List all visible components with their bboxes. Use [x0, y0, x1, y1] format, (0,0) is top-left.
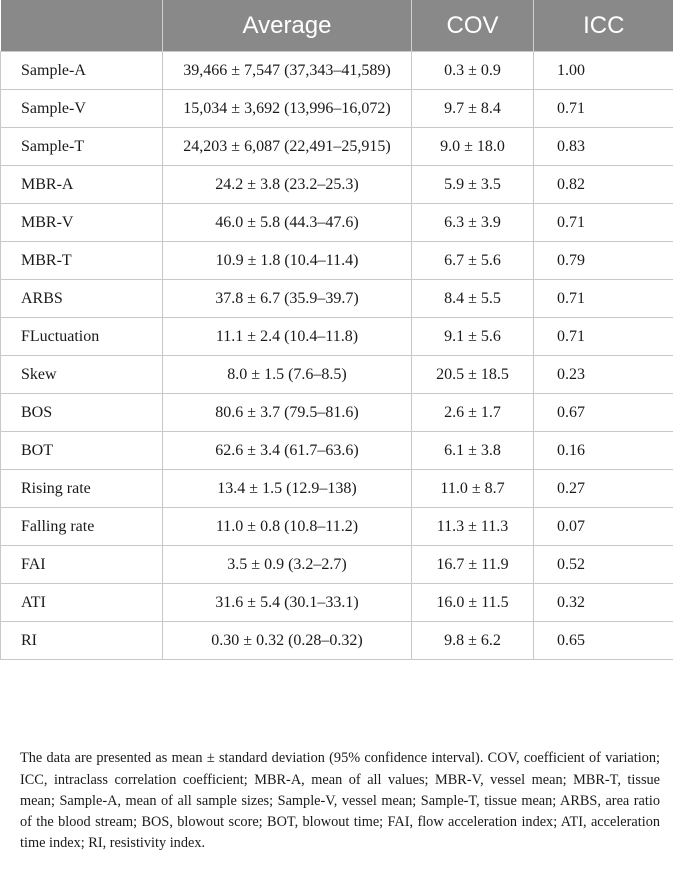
row-name-cell: Falling rate: [1, 508, 163, 546]
average-cell: 11.1 ± 2.4 (10.4–11.8): [163, 318, 412, 356]
row-name-cell: Sample-A: [1, 52, 163, 90]
table-row: [1, 166, 673, 204]
icc-cell: 0.71: [534, 204, 673, 242]
table-row: [1, 432, 673, 470]
average-cell: 11.0 ± 0.8 (10.8–11.2): [163, 508, 412, 546]
average-cell: 0.30 ± 0.32 (0.28–0.32): [163, 622, 412, 660]
cov-cell: 0.3 ± 0.9: [412, 52, 534, 90]
table-row: [1, 90, 673, 128]
average-cell: 15,034 ± 3,692 (13,996–16,072): [163, 90, 412, 128]
header-row: [1, 0, 673, 52]
header-cell-average: Average: [163, 0, 412, 52]
table-header: [1, 0, 673, 52]
cov-cell: 9.8 ± 6.2: [412, 622, 534, 660]
cov-cell: 11.0 ± 8.7: [412, 470, 534, 508]
icc-cell: 0.65: [534, 622, 673, 660]
header-cell-icc: ICC: [534, 0, 673, 52]
cov-cell: 9.0 ± 18.0: [412, 128, 534, 166]
row-name-cell: Sample-T: [1, 128, 163, 166]
cov-cell: 9.7 ± 8.4: [412, 90, 534, 128]
table-row: [1, 622, 673, 660]
icc-cell: 0.27: [534, 470, 673, 508]
row-name-cell: Rising rate: [1, 470, 163, 508]
average-cell: 39,466 ± 7,547 (37,343–41,589): [163, 52, 412, 90]
table-row: [1, 356, 673, 394]
cov-cell: 8.4 ± 5.5: [412, 280, 534, 318]
row-name-cell: ARBS: [1, 280, 163, 318]
table-body: [1, 52, 673, 660]
icc-cell: 0.71: [534, 90, 673, 128]
cov-cell: 2.6 ± 1.7: [412, 394, 534, 432]
table-row: [1, 584, 673, 622]
row-name-cell: MBR-V: [1, 204, 163, 242]
row-name-cell: MBR-A: [1, 166, 163, 204]
row-name-cell: ATI: [1, 584, 163, 622]
average-cell: 8.0 ± 1.5 (7.6–8.5): [163, 356, 412, 394]
row-name-cell: FLuctuation: [1, 318, 163, 356]
cov-cell: 6.1 ± 3.8: [412, 432, 534, 470]
row-name-cell: FAI: [1, 546, 163, 584]
average-cell: 46.0 ± 5.8 (44.3–47.6): [163, 204, 412, 242]
icc-cell: 0.16: [534, 432, 673, 470]
icc-cell: 0.52: [534, 546, 673, 584]
table-footnote: The data are presented as mean ± standard deviation (95% confidence interval). COV, coefficient of variation; ICC, intraclass correlation coefficient; MBR-A, mean of all values; MBR-V, vessel mean; MBR-T, tissue mean; Sample-A, mean of all sample sizes; Sample-V, vessel mean; Sample-T, tissue mean; ARBS, area ratio of the blood stream; BOS, blowout score; BOT, blowout time; FAI, flow acceleration index; ATI, acceleration time index; RI, resistivity index.: [20, 750, 660, 852]
cov-cell: 6.7 ± 5.6: [412, 242, 534, 280]
table-row: [1, 470, 673, 508]
cov-cell: 5.9 ± 3.5: [412, 166, 534, 204]
average-cell: 62.6 ± 3.4 (61.7–63.6): [163, 432, 412, 470]
icc-cell: 0.71: [534, 318, 673, 356]
row-name-cell: RI: [1, 622, 163, 660]
icc-cell: 0.23: [534, 356, 673, 394]
row-name-cell: BOS: [1, 394, 163, 432]
cov-cell: 16.7 ± 11.9: [412, 546, 534, 584]
icc-cell: 0.83: [534, 128, 673, 166]
table-row: [1, 204, 673, 242]
table-row: [1, 546, 673, 584]
table-row: [1, 128, 673, 166]
table-row: [1, 394, 673, 432]
average-cell: 80.6 ± 3.7 (79.5–81.6): [163, 394, 412, 432]
icc-cell: 0.67: [534, 394, 673, 432]
icc-cell: 0.79: [534, 242, 673, 280]
header-cell-cov: COV: [412, 0, 534, 52]
row-name-cell: Skew: [1, 356, 163, 394]
average-cell: 3.5 ± 0.9 (3.2–2.7): [163, 546, 412, 584]
row-name-cell: MBR-T: [1, 242, 163, 280]
cov-cell: 9.1 ± 5.6: [412, 318, 534, 356]
table-row: [1, 52, 673, 90]
average-cell: 24,203 ± 6,087 (22,491–25,915): [163, 128, 412, 166]
table-row: [1, 242, 673, 280]
icc-cell: 0.32: [534, 584, 673, 622]
cov-cell: 20.5 ± 18.5: [412, 356, 534, 394]
cov-cell: 6.3 ± 3.9: [412, 204, 534, 242]
average-cell: 13.4 ± 1.5 (12.9–138): [163, 470, 412, 508]
average-cell: 24.2 ± 3.8 (23.2–25.3): [163, 166, 412, 204]
average-cell: 37.8 ± 6.7 (35.9–39.7): [163, 280, 412, 318]
cov-cell: 11.3 ± 11.3: [412, 508, 534, 546]
icc-cell: 1.00: [534, 52, 673, 90]
table-row: [1, 508, 673, 546]
row-name-cell: Sample-V: [1, 90, 163, 128]
icc-cell: 0.07: [534, 508, 673, 546]
table-row: [1, 280, 673, 318]
row-name-cell: BOT: [1, 432, 163, 470]
icc-cell: 0.71: [534, 280, 673, 318]
header-cell-blank: [1, 0, 163, 52]
average-cell: 10.9 ± 1.8 (10.4–11.4): [163, 242, 412, 280]
icc-cell: 0.82: [534, 166, 673, 204]
cov-cell: 16.0 ± 11.5: [412, 584, 534, 622]
average-cell: 31.6 ± 5.4 (30.1–33.1): [163, 584, 412, 622]
table-row: [1, 318, 673, 356]
